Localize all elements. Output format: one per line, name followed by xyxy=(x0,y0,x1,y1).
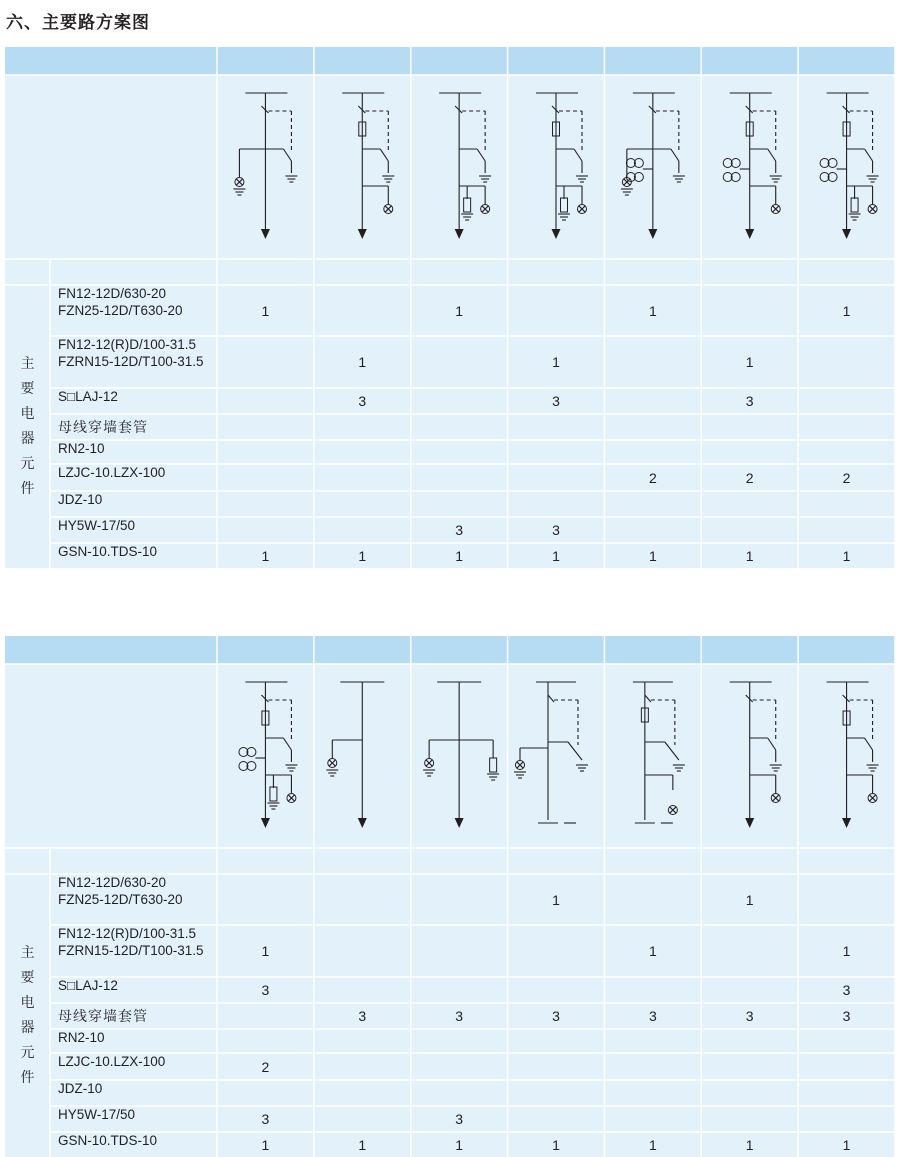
component-quantity xyxy=(217,440,314,464)
component-quantity: 1 xyxy=(842,547,851,564)
component-quantity: 3 xyxy=(552,522,560,538)
component-quantity xyxy=(411,874,508,925)
component-quantity xyxy=(411,1053,508,1080)
component-name-line: S□LAJ-12 xyxy=(58,389,118,404)
component-quantity xyxy=(604,388,701,414)
component-quantity xyxy=(314,977,411,1003)
component-name-line: FN12-12D/630-20 xyxy=(58,286,167,301)
component-quantity xyxy=(798,874,895,925)
component-quantity xyxy=(604,1029,701,1053)
component-quantity: 3 xyxy=(455,522,464,538)
component-name xyxy=(50,285,225,336)
component-name xyxy=(50,464,225,491)
component-quantity: 2 xyxy=(745,469,754,486)
component-quantity: 1 xyxy=(261,302,270,319)
component-name xyxy=(50,1003,225,1029)
component-quantity: 1 xyxy=(745,1136,754,1153)
component-name-line: HY5W-17/50 xyxy=(58,518,136,533)
component-quantity: 3 xyxy=(358,1008,367,1024)
component-quantity xyxy=(798,336,895,388)
component-quantity xyxy=(604,1080,701,1106)
usage-value xyxy=(508,259,605,285)
component-name-line: 母线穿墙套管 xyxy=(58,1009,148,1025)
component-quantity xyxy=(798,1080,895,1106)
component-quantity: 3 xyxy=(552,1008,560,1024)
component-quantity: 3 xyxy=(455,1008,464,1024)
component-name-line: JDZ-10 xyxy=(58,492,103,507)
component-name-line: FZN25-12D/T630-20 xyxy=(58,892,183,907)
scheme-number xyxy=(411,47,508,75)
component-name-line: FZRN15-12D/T100-31.5 xyxy=(58,943,204,958)
component-quantity: 1 xyxy=(842,1136,851,1153)
scheme-number xyxy=(411,636,508,664)
component-quantity xyxy=(798,491,895,517)
component-quantity xyxy=(508,464,605,491)
component-name-line: 母线穿墙套管 xyxy=(58,420,148,436)
main-components-char: 电 xyxy=(20,994,35,1011)
component-name xyxy=(50,414,225,440)
component-quantity xyxy=(411,414,508,440)
usage-value xyxy=(411,259,508,285)
component-quantity xyxy=(314,464,411,491)
main-components-char: 要 xyxy=(20,380,35,397)
usage-value xyxy=(411,848,508,874)
main-components-char: 器 xyxy=(20,1019,35,1036)
component-name xyxy=(50,1132,225,1157)
main-components-char: 主 xyxy=(20,355,35,372)
usage-value xyxy=(217,259,314,285)
component-quantity xyxy=(314,414,411,440)
component-quantity xyxy=(217,1029,314,1053)
component-quantity xyxy=(604,517,701,543)
component-quantity xyxy=(798,517,895,543)
component-quantity xyxy=(798,1053,895,1080)
component-name xyxy=(50,1053,225,1080)
scheme-number-label xyxy=(5,636,217,664)
component-quantity: 1 xyxy=(648,302,657,319)
scheme-number xyxy=(604,636,701,664)
component-quantity xyxy=(217,874,314,925)
component-quantity: 3 xyxy=(745,393,754,409)
component-quantity xyxy=(798,1029,895,1053)
component-quantity xyxy=(314,285,411,336)
component-quantity xyxy=(508,1080,605,1106)
usage-value xyxy=(508,848,605,874)
main-components-char: 器 xyxy=(20,430,35,447)
scheme-number xyxy=(604,47,701,75)
component-name-line: GSN-10.TDS-10 xyxy=(58,544,158,559)
component-quantity: 2 xyxy=(648,469,657,486)
component-quantity: 2 xyxy=(842,469,851,486)
component-quantity xyxy=(411,925,508,977)
component-quantity xyxy=(411,491,508,517)
component-quantity: 1 xyxy=(455,1136,464,1153)
component-quantity xyxy=(508,1106,605,1132)
component-quantity: 1 xyxy=(552,891,560,908)
component-name xyxy=(50,517,225,543)
usage-value xyxy=(314,848,411,874)
usage-value xyxy=(314,259,411,285)
component-quantity xyxy=(411,1080,508,1106)
component-quantity xyxy=(508,414,605,440)
component-quantity xyxy=(314,1106,411,1132)
component-quantity xyxy=(314,1029,411,1053)
component-name-line: FZRN15-12D/T100-31.5 xyxy=(58,354,204,369)
component-quantity xyxy=(314,925,411,977)
component-name xyxy=(50,1106,225,1132)
component-quantity xyxy=(508,1053,605,1080)
component-quantity xyxy=(604,1053,701,1080)
component-name-line: HY5W-17/50 xyxy=(58,1107,136,1122)
main-components-char: 主 xyxy=(20,944,35,961)
component-quantity xyxy=(411,1029,508,1053)
component-quantity xyxy=(701,440,798,464)
component-quantity: 3 xyxy=(455,1111,464,1127)
component-quantity: 1 xyxy=(842,943,851,959)
component-quantity xyxy=(314,440,411,464)
component-name xyxy=(50,388,225,414)
usage-value xyxy=(798,259,895,285)
main-components-label xyxy=(5,285,50,568)
component-quantity xyxy=(604,336,701,388)
component-quantity xyxy=(604,977,701,1003)
component-quantity xyxy=(701,925,798,977)
usage-label xyxy=(50,259,217,285)
component-name-line: JDZ-10 xyxy=(58,1081,103,1096)
scheme-table-1 xyxy=(5,47,895,568)
component-quantity: 1 xyxy=(648,1136,657,1153)
scheme-number xyxy=(701,47,798,75)
component-name xyxy=(50,925,225,977)
component-name xyxy=(50,440,225,464)
component-quantity: 1 xyxy=(745,354,754,370)
component-quantity xyxy=(701,1029,798,1053)
component-quantity: 1 xyxy=(261,1136,270,1153)
component-name-line: FN12-12(R)D/100-31.5 xyxy=(58,926,197,941)
usage-value xyxy=(701,259,798,285)
usage-value xyxy=(604,848,701,874)
component-quantity xyxy=(604,491,701,517)
component-quantity xyxy=(701,1080,798,1106)
component-quantity xyxy=(217,336,314,388)
component-quantity: 1 xyxy=(358,547,367,564)
component-name-line: RN2-10 xyxy=(58,441,105,456)
component-name-line: FN12-12(R)D/100-31.5 xyxy=(58,337,197,352)
scheme-number xyxy=(701,636,798,664)
component-name-line: LZJC-10.LZX-100 xyxy=(58,465,166,480)
scheme-number-label xyxy=(5,47,217,75)
component-quantity xyxy=(701,491,798,517)
primary-circuit-label xyxy=(5,664,217,848)
component-quantity xyxy=(217,388,314,414)
component-quantity xyxy=(798,388,895,414)
component-quantity: 1 xyxy=(842,302,851,319)
scheme-number xyxy=(508,636,605,664)
component-quantity xyxy=(217,1080,314,1106)
component-quantity: 1 xyxy=(358,1136,367,1153)
component-name xyxy=(50,543,225,568)
component-name xyxy=(50,977,225,1003)
component-quantity: 1 xyxy=(261,943,270,959)
component-quantity xyxy=(411,336,508,388)
component-quantity xyxy=(508,925,605,977)
component-quantity xyxy=(701,1106,798,1132)
component-name-line: GSN-10.TDS-10 xyxy=(58,1133,158,1148)
component-quantity xyxy=(217,1003,314,1029)
component-quantity: 1 xyxy=(552,547,560,564)
component-quantity xyxy=(217,517,314,543)
component-name xyxy=(50,1080,225,1106)
component-quantity xyxy=(508,491,605,517)
component-name-line: FN12-12D/630-20 xyxy=(58,875,167,890)
component-quantity xyxy=(314,1053,411,1080)
main-components-char: 元 xyxy=(20,455,35,472)
scheme-number xyxy=(314,47,411,75)
scheme-number xyxy=(508,47,605,75)
component-quantity xyxy=(217,491,314,517)
usage-value xyxy=(798,848,895,874)
main-components-char: 元 xyxy=(20,1044,35,1061)
component-quantity xyxy=(508,440,605,464)
component-quantity xyxy=(604,414,701,440)
scheme-number xyxy=(798,47,895,75)
usage-value xyxy=(604,259,701,285)
component-name-line: FZN25-12D/T630-20 xyxy=(58,303,183,318)
component-quantity: 1 xyxy=(358,354,367,370)
component-quantity: 3 xyxy=(358,393,367,409)
component-quantity: 1 xyxy=(745,547,754,564)
component-quantity xyxy=(411,440,508,464)
component-quantity xyxy=(314,517,411,543)
component-quantity: 3 xyxy=(261,1111,270,1127)
component-quantity xyxy=(798,440,895,464)
scheme-number xyxy=(798,636,895,664)
component-quantity: 1 xyxy=(261,547,270,564)
main-components-char: 件 xyxy=(20,480,35,497)
scheme-number xyxy=(217,47,314,75)
component-quantity xyxy=(798,1106,895,1132)
component-quantity xyxy=(701,517,798,543)
component-quantity xyxy=(508,1029,605,1053)
component-name-line: S□LAJ-12 xyxy=(58,978,118,993)
component-quantity: 2 xyxy=(261,1058,270,1075)
component-quantity xyxy=(411,464,508,491)
component-quantity: 3 xyxy=(745,1008,754,1024)
component-quantity xyxy=(701,285,798,336)
page-heading: 六、主要路方案图 xyxy=(6,13,150,33)
component-quantity xyxy=(508,977,605,1003)
component-quantity xyxy=(217,464,314,491)
main-components-char: 件 xyxy=(20,1069,35,1086)
main-components-char: 电 xyxy=(20,405,35,422)
component-name xyxy=(50,336,225,388)
component-quantity: 3 xyxy=(648,1008,657,1024)
component-quantity xyxy=(701,977,798,1003)
scheme-table-2 xyxy=(5,636,895,1156)
scheme-number xyxy=(314,636,411,664)
component-quantity xyxy=(604,874,701,925)
component-quantity: 3 xyxy=(261,982,270,998)
component-quantity: 1 xyxy=(455,302,464,319)
usage-value xyxy=(701,848,798,874)
component-name xyxy=(50,491,225,517)
component-quantity: 3 xyxy=(552,393,560,409)
component-name xyxy=(50,874,225,925)
scheme-number xyxy=(217,636,314,664)
component-quantity: 1 xyxy=(552,354,560,370)
component-quantity: 3 xyxy=(842,1008,851,1024)
main-components-label xyxy=(5,874,50,1157)
component-name-line: LZJC-10.LZX-100 xyxy=(58,1054,166,1069)
component-quantity xyxy=(314,491,411,517)
component-quantity: 1 xyxy=(455,547,464,564)
component-quantity: 3 xyxy=(842,982,851,998)
component-quantity: 1 xyxy=(648,547,657,564)
component-quantity xyxy=(604,440,701,464)
component-name-line: RN2-10 xyxy=(58,1030,105,1045)
component-quantity xyxy=(314,874,411,925)
component-quantity xyxy=(701,1053,798,1080)
component-quantity xyxy=(411,388,508,414)
component-name xyxy=(50,1029,225,1053)
component-quantity xyxy=(411,977,508,1003)
component-quantity: 1 xyxy=(552,1136,560,1153)
component-quantity xyxy=(604,1106,701,1132)
usage-value xyxy=(217,848,314,874)
component-quantity xyxy=(701,414,798,440)
component-quantity xyxy=(508,285,605,336)
main-components-char: 要 xyxy=(20,969,35,986)
component-quantity xyxy=(217,414,314,440)
component-quantity: 1 xyxy=(648,943,657,959)
component-quantity xyxy=(314,1080,411,1106)
component-quantity xyxy=(798,414,895,440)
primary-circuit-label xyxy=(5,75,217,259)
component-quantity: 1 xyxy=(745,891,754,908)
usage-label xyxy=(50,848,217,874)
